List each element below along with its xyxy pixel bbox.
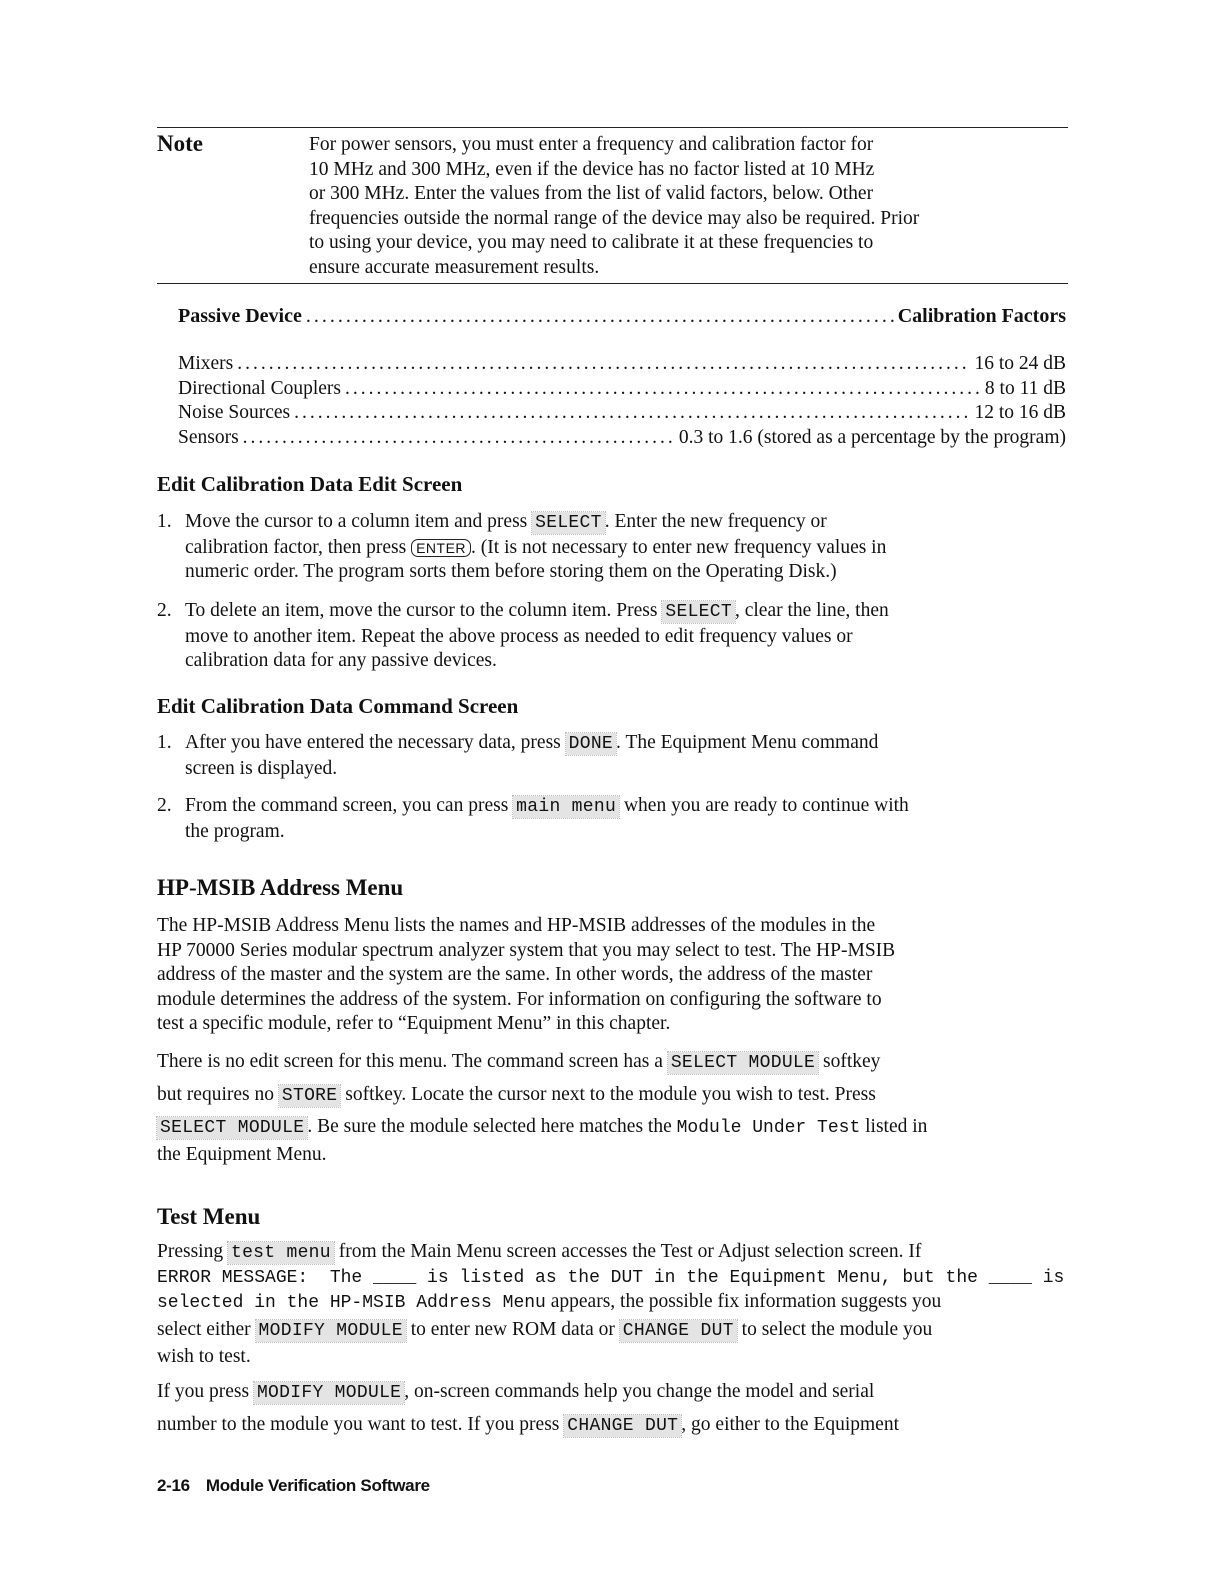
text: calibration data for any passive devices. bbox=[185, 650, 497, 671]
text: , on-screen commands help you change the model and serial bbox=[404, 1381, 875, 1402]
text: to select the module you bbox=[736, 1318, 933, 1340]
text: listed in bbox=[860, 1116, 928, 1137]
modify-module-softkey: MODIFY MODULE bbox=[256, 1320, 406, 1342]
table-row bbox=[178, 426, 1066, 451]
row-factor: 12 to 16 dB bbox=[974, 402, 1066, 423]
select-module-softkey: SELECT MODULE bbox=[668, 1052, 818, 1074]
leader-dots bbox=[294, 401, 970, 426]
change-dut-softkey: CHANGE DUT bbox=[620, 1320, 737, 1342]
note-label: Note bbox=[157, 131, 203, 156]
list-number: 1. bbox=[157, 732, 172, 753]
page-footer bbox=[157, 1474, 430, 1499]
text: The HP-MSIB Address Menu lists the names and HP-MSIB addresses of the modules in the bbox=[157, 915, 876, 936]
enter-hardkey: ENTER bbox=[411, 539, 471, 557]
edit-screen-heading: Edit Calibration Data Edit Screen bbox=[157, 472, 463, 496]
text: , go either to the Equipment bbox=[681, 1414, 899, 1435]
text: . The Equipment Menu command bbox=[616, 732, 879, 753]
table-row bbox=[178, 377, 1066, 402]
leader-dots bbox=[306, 304, 894, 329]
text: numeric order. The program sorts them before storing them on the Operating Disk.) bbox=[185, 561, 837, 582]
store-softkey: STORE bbox=[279, 1085, 341, 1107]
main-menu-softkey: main menu bbox=[513, 796, 619, 818]
text: from the Main Menu screen accesses the Test or Adjust selection screen. If bbox=[333, 1241, 922, 1262]
page-number: 2-16 bbox=[157, 1476, 190, 1495]
row-factor: 0.3 to 1.6 (stored as a percentage by the program) bbox=[678, 426, 1066, 448]
leader-dots bbox=[237, 352, 970, 377]
list-number: 2. bbox=[157, 600, 172, 621]
row-device: Noise Sources bbox=[178, 402, 291, 423]
test-menu-paragraph bbox=[157, 1240, 1065, 1369]
list-body bbox=[185, 510, 1055, 585]
select-softkey: SELECT bbox=[662, 601, 735, 623]
list-body bbox=[185, 731, 1055, 781]
text: to enter new ROM data or bbox=[405, 1318, 620, 1340]
text: . Be sure the module selected here matches the bbox=[307, 1116, 677, 1137]
note-line: 10 MHz and 300 MHz, even if the device has no factor listed at 10 MHz bbox=[309, 158, 875, 180]
note-bottom-rule bbox=[157, 283, 1068, 284]
text: Pressing bbox=[157, 1241, 228, 1262]
modify-module-softkey: MODIFY MODULE bbox=[254, 1382, 404, 1404]
command-screen-heading: Edit Calibration Data Command Screen bbox=[157, 694, 519, 718]
module-under-test-label: Module Under Test bbox=[676, 1118, 861, 1138]
list-body bbox=[185, 599, 1055, 674]
text: , clear the line, then bbox=[734, 600, 889, 621]
text: After you have entered the necessary data, press bbox=[185, 732, 566, 753]
text: address of the master and the system are the same. In other words, the address of the master bbox=[157, 964, 873, 985]
text: appears, the possible fix information suggests you bbox=[545, 1291, 942, 1312]
done-softkey: DONE bbox=[566, 733, 616, 755]
row-device: Mixers bbox=[178, 353, 234, 374]
text: select either bbox=[157, 1318, 256, 1340]
row-factor: 8 to 11 dB bbox=[984, 377, 1066, 399]
table-row bbox=[178, 401, 1066, 426]
row-device: Directional Couplers bbox=[178, 377, 341, 399]
text: test a specific module, refer to “Equipment Menu” in this chapter. bbox=[157, 1013, 671, 1034]
leader-dots bbox=[243, 426, 675, 451]
leader-dots bbox=[345, 377, 981, 402]
text: the Equipment Menu. bbox=[157, 1144, 327, 1165]
error-message-text: selected in the HP-MSIB Address Menu bbox=[157, 1293, 546, 1313]
text: softkey. Locate the cursor next to the module you wish to test. Press bbox=[340, 1084, 876, 1105]
text: when you are ready to continue with bbox=[619, 795, 909, 816]
hpmsib-paragraph-2 bbox=[157, 1046, 1057, 1168]
text: but requires no bbox=[157, 1084, 279, 1105]
row-factor: 16 to 24 dB bbox=[974, 353, 1066, 374]
test-menu-heading: Test Menu bbox=[157, 1204, 261, 1229]
list-body bbox=[185, 794, 1055, 844]
text: move to another item. Repeat the above process as needed to edit frequency values or bbox=[185, 625, 853, 647]
text: . (It is not necessary to enter new frequency values in bbox=[471, 536, 887, 558]
note-line: ensure accurate measurement results. bbox=[309, 256, 600, 278]
header-passive-device: Passive Device bbox=[178, 305, 302, 327]
test-menu-paragraph-2 bbox=[157, 1376, 1057, 1442]
test-menu-softkey: test menu bbox=[228, 1242, 334, 1264]
text: HP 70000 Series modular spectrum analyzer system that you may select to test. The HP-MSIB bbox=[157, 939, 896, 961]
note-line: or 300 MHz. Enter the values from the list of valid factors, below. Other bbox=[309, 183, 874, 204]
text: If you press bbox=[157, 1381, 254, 1402]
select-module-softkey: SELECT MODULE bbox=[157, 1117, 307, 1139]
note-line: frequencies outside the normal range of the device may also be required. Prior bbox=[309, 207, 920, 229]
footer-title: Module Verification Software bbox=[205, 1476, 430, 1495]
note-text bbox=[309, 133, 1069, 280]
text: module determines the address of the system. For information on configuring the software to bbox=[157, 988, 882, 1010]
select-softkey: SELECT bbox=[532, 512, 605, 534]
hpmsib-heading: HP-MSIB Address Menu bbox=[157, 875, 404, 900]
note-line: For power sensors, you must enter a frequency and calibration factor for bbox=[309, 134, 874, 155]
list-number: 1. bbox=[157, 511, 172, 532]
hpmsib-paragraph bbox=[157, 914, 1057, 1037]
text: . Enter the new frequency or bbox=[604, 511, 827, 532]
note-line: to using your device, you may need to calibrate it at these frequencies to bbox=[309, 232, 874, 253]
text: softkey bbox=[818, 1051, 881, 1072]
list-number: 2. bbox=[157, 795, 172, 816]
text: screen is displayed. bbox=[185, 757, 338, 779]
table-header bbox=[178, 304, 1066, 329]
header-calibration-factors: Calibration Factors bbox=[897, 305, 1066, 327]
note-top-rule bbox=[157, 127, 1068, 128]
text: Move the cursor to a column item and press bbox=[185, 511, 533, 532]
text: There is no edit screen for this menu. The command screen has a bbox=[157, 1051, 668, 1072]
text: From the command screen, you can press bbox=[185, 795, 514, 816]
text: wish to test. bbox=[157, 1345, 251, 1367]
table-row bbox=[178, 352, 1066, 377]
factor-table bbox=[178, 352, 1066, 450]
row-device: Sensors bbox=[178, 426, 239, 448]
text: the program. bbox=[185, 820, 285, 842]
text: To delete an item, move the cursor to the column item. Press bbox=[185, 600, 663, 621]
text: calibration factor, then press bbox=[185, 536, 412, 558]
change-dut-softkey: CHANGE DUT bbox=[564, 1415, 681, 1437]
error-message-text: ERROR MESSAGE: The ____ is listed as the DUT in the Equipment Menu, but the ____ is bbox=[157, 1267, 1065, 1288]
text: number to the module you want to test. If you press bbox=[157, 1414, 565, 1435]
